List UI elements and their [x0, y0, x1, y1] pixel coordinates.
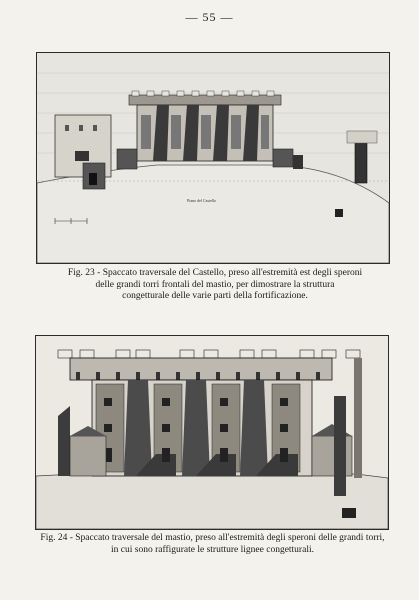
caption-line: Fig. 24 - Spaccato traversale del mastio, preso all'estremità degli speroni delle grandi torri,	[40, 533, 385, 543]
castle-section-drawing	[37, 53, 389, 263]
caption-line: delle grandi torri frontali del mastio, per dimostrare la struttura	[95, 279, 335, 290]
drawing-label: Piano del Castello	[187, 198, 217, 203]
page-number: — 55 —	[185, 10, 234, 24]
figure-24-caption	[40, 533, 385, 556]
figure-23-caption	[50, 268, 380, 303]
caption-line: congetturale delle varie parti della fortificazione.	[122, 291, 308, 301]
mastio-section-drawing	[36, 336, 388, 529]
caption-line: in cui sono raffigurate le strutture lignee congetturali.	[111, 544, 314, 555]
figure-24-drawing	[35, 335, 389, 530]
figure-23-drawing	[36, 52, 390, 264]
caption-line: Fig. 23 - Spaccato traversale del Castello, preso all'estremità est degli speroni	[67, 268, 363, 278]
